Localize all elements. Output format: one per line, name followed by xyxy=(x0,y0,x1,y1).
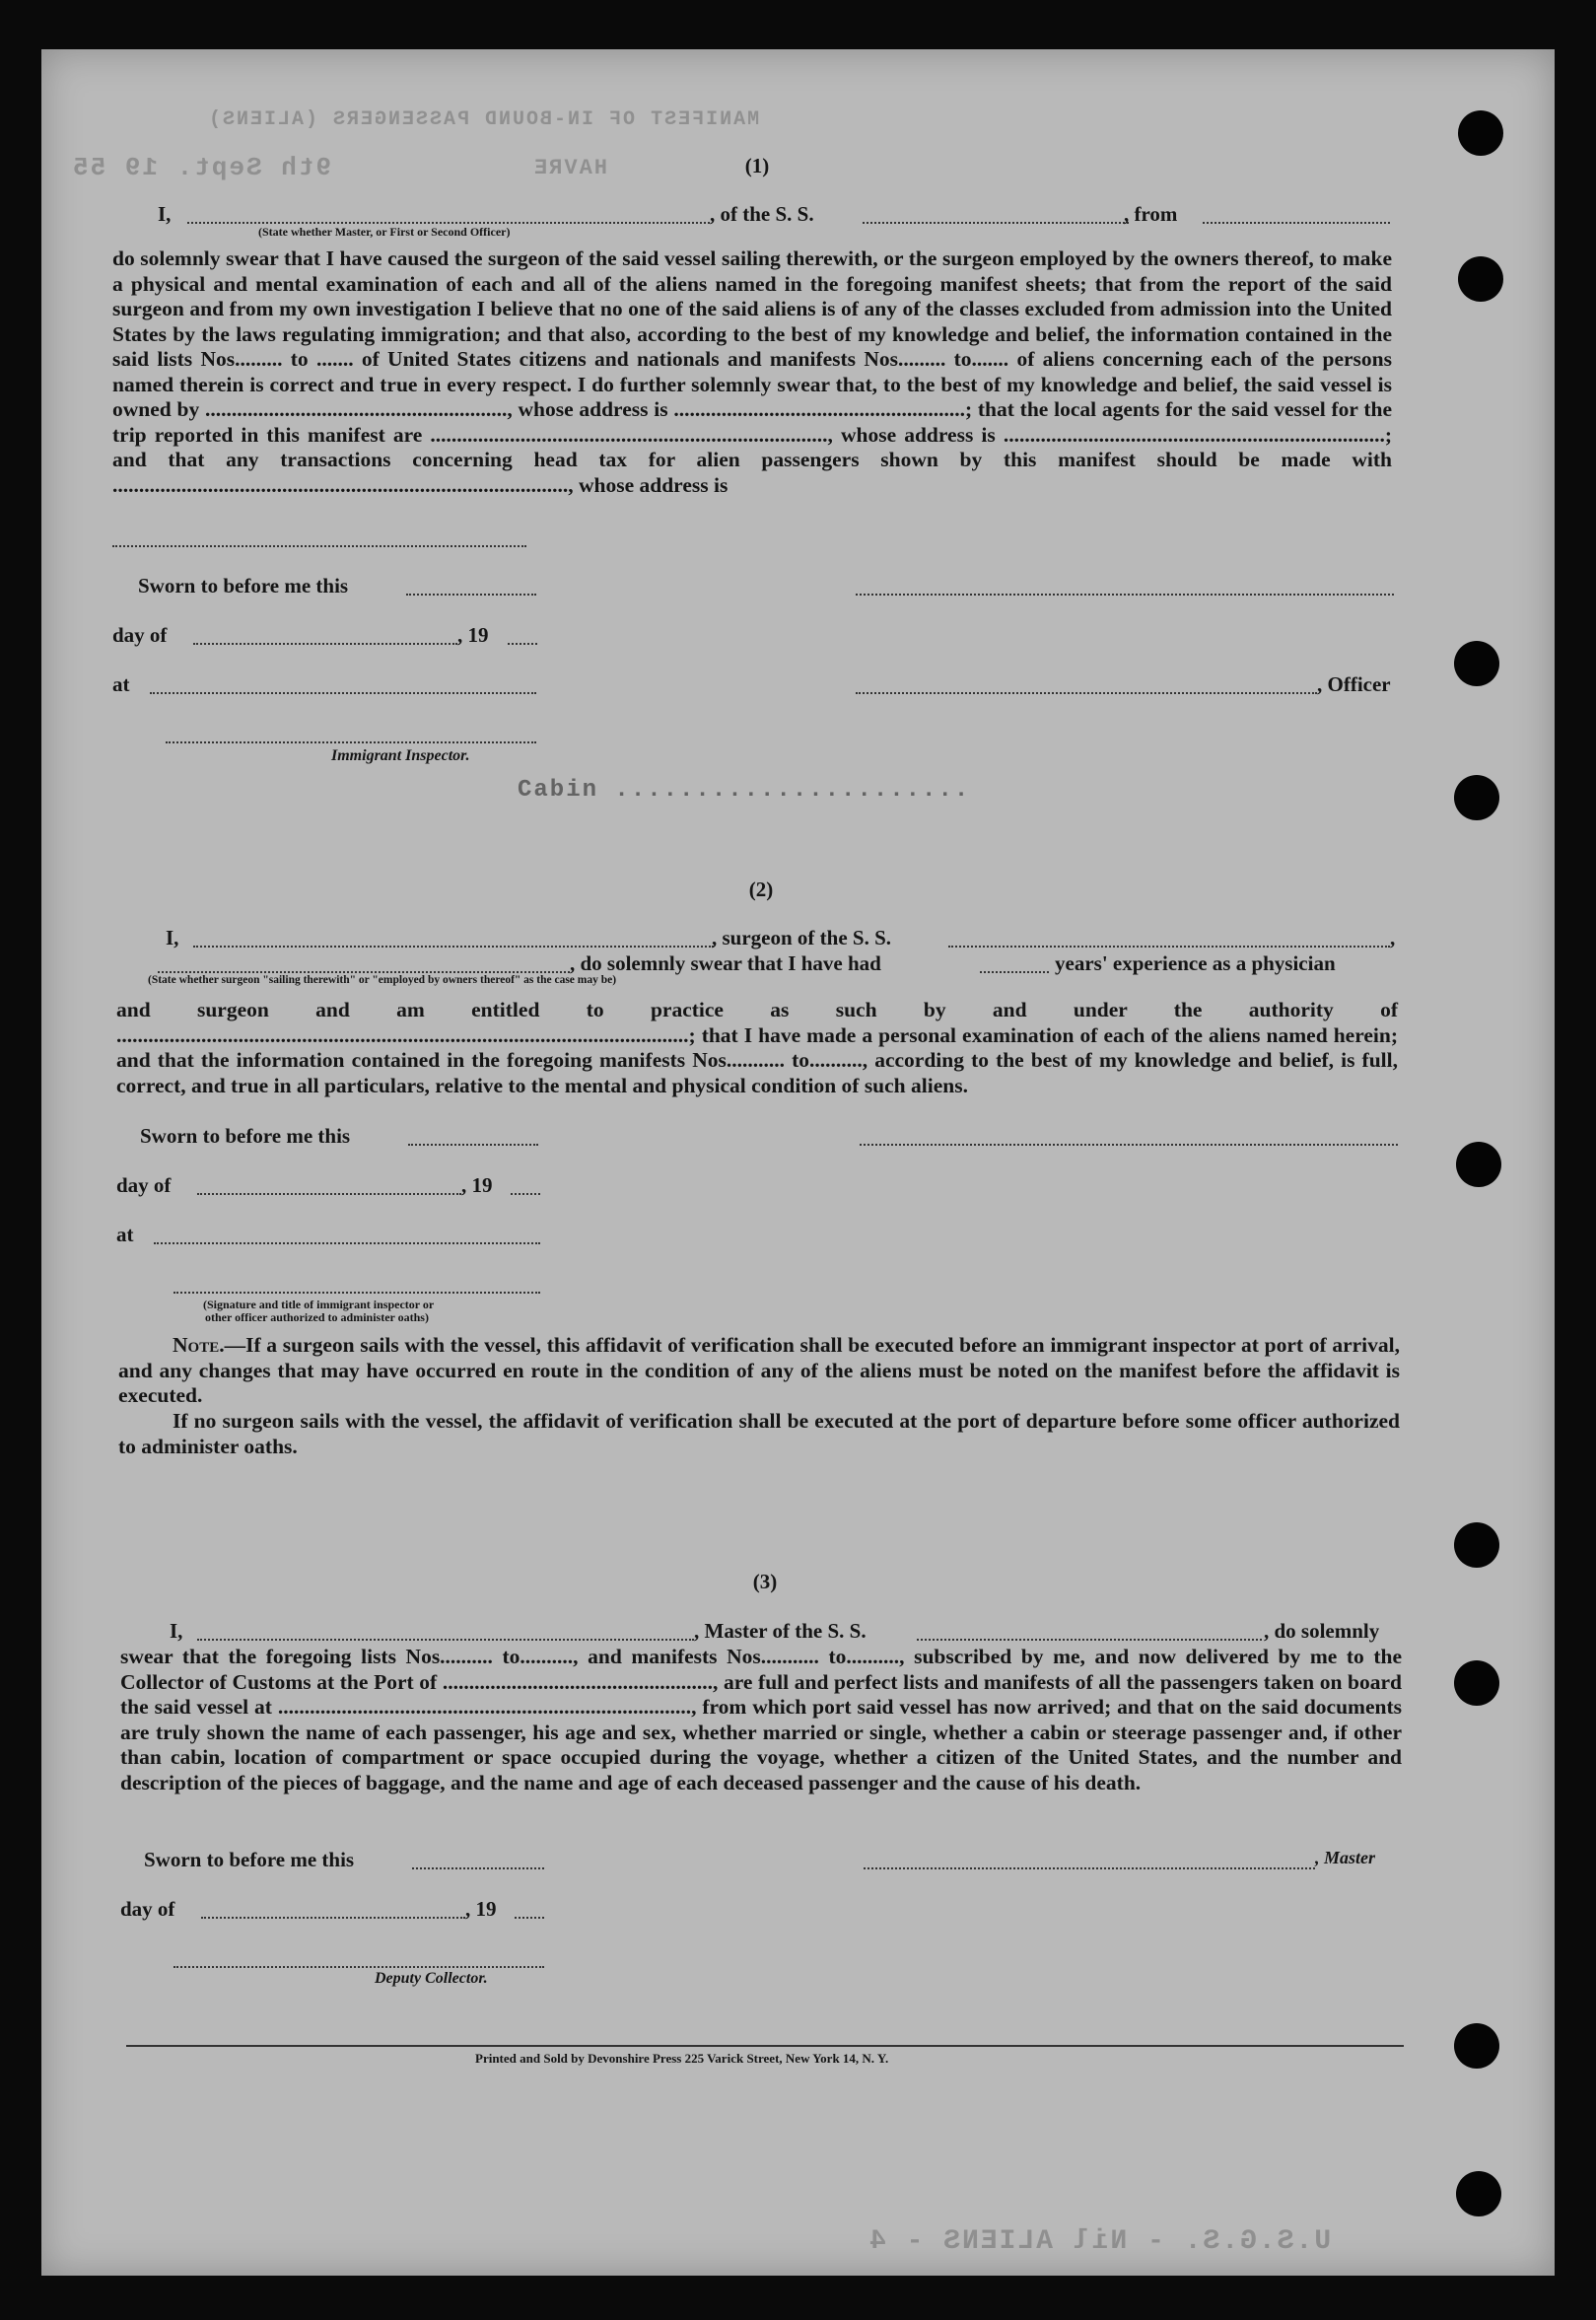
ship-name-blank xyxy=(863,222,1129,224)
section-2-at-blank xyxy=(154,1242,540,1244)
section-3-opening: I, xyxy=(170,1619,183,1643)
section-2-oath-text: and surgeon and am entitled to practice as such by and under the authority of ............................................................................................................; that I have made a personal examination of each of the aliens named herein; and that the information contained in the foregoing manifests Nos........... to.........., according to the best of my knowledge and belief, is full, correct, and true in all particulars, relative to the mental and physical condition of such aliens. xyxy=(116,998,1398,1097)
section-1-day-label: day of xyxy=(112,623,168,647)
years-blank xyxy=(980,971,1049,973)
section-1-signature-blank xyxy=(856,594,1394,596)
note-text-2: If no surgeon sails with the vessel, the affidavit of verification shall be executed at the port of departure before some officer authorized to administer oaths. xyxy=(118,1409,1400,1458)
section-2-number: (2) xyxy=(748,878,774,901)
bleed-through-stamp: U.S.G.S. - Nil ALIENS - 4 xyxy=(867,2226,1332,2257)
section-3-number: (3) xyxy=(752,1570,778,1593)
master-name-blank xyxy=(187,222,710,224)
section-2-day-label: day of xyxy=(116,1173,172,1197)
section-2-inspector-blank xyxy=(173,1292,540,1294)
section-1-at-blank xyxy=(150,692,536,694)
note-text: —If a surgeon sails with the vessel, this affidavit of verification shall be executed before an immigrant inspector at port of arrival, and any changes that may have occurred en route in the condition of any of the aliens must be noted on the manifest before the affidavit is executed. xyxy=(118,1333,1400,1407)
deputy-collector-caption: Deputy Collector. xyxy=(375,1970,488,1987)
punch-hole xyxy=(1456,1142,1501,1187)
section-3-day-blank xyxy=(201,1917,465,1919)
section-2-day-blank xyxy=(197,1193,461,1195)
section-1-address-blank xyxy=(112,545,526,547)
section-3-day-label: day of xyxy=(120,1897,175,1921)
section-2-year-blank xyxy=(511,1193,540,1195)
section-2-years-label: years' experience as a physician xyxy=(1055,951,1336,975)
section-3-master-label: , Master of the S. S. xyxy=(694,1619,867,1643)
section-3-year-label: , 19 xyxy=(465,1897,497,1921)
section-1-ship-label: , of the S. S. xyxy=(710,202,814,226)
bleed-through-title: MANIFEST OF IN-BOUND PASSENGERS (ALIENS) xyxy=(207,108,760,131)
section-1-sworn-label: Sworn to before me this xyxy=(138,574,349,598)
section-2-surgeon-label: , surgeon of the S. S. xyxy=(712,926,892,949)
section-3-sworn-blank xyxy=(412,1867,544,1869)
surgeon-hint: (State whether surgeon "sailing therewith" or "employed by owners thereof" as the case may be) xyxy=(148,974,617,986)
bleed-through-port: HAVRE xyxy=(532,156,608,180)
surgeon-status-blank xyxy=(158,971,570,973)
section-1-oath-text: do solemnly swear that I have caused the surgeon of the said vessel sailing therewith, or the surgeon employed by the owners thereof, to make a physical and mental examination of each and all of the aliens named in the foregoing manifest sheets; that from the report of the said surgeon and from my own investigation I believe that no one of the said aliens is of any of the classes excluded from admission into the United States by the laws regulating immigration; and that also, according to the best of my knowledge and belief, the information contained in the said lists Nos......... to ....... of United States citizens and nationals and manifests Nos......... to....... of aliens concerning each of the persons named therein is correct and true in every respect. I do further solemnly swear that, to the best of my knowledge and belief, the said vessel is owned by ........................................................., whose address is .......................................................; that the local agents for the said vessel for the trip reported in this manifest are ..........................................................................., whose address is ........................................................................; and that any transactions concerning head tax for alien passengers shown by this manifest should be made with ......................................................................................, whose address is xyxy=(112,246,1392,497)
section-1-officer-blank xyxy=(856,692,1317,694)
punch-hole xyxy=(1454,641,1499,686)
section-2-signature-blank xyxy=(860,1144,1398,1146)
signature-hint-line-2: other officer authorized to administer oaths) xyxy=(205,1310,429,1324)
punch-hole xyxy=(1458,256,1503,302)
section-2-ship-blank xyxy=(948,946,1390,948)
section-3-master-signature-label: , Master xyxy=(1315,1848,1376,1867)
punch-hole xyxy=(1456,2171,1501,2216)
punch-hole xyxy=(1454,775,1499,820)
punch-hole xyxy=(1458,110,1503,156)
section-2-opening: I, xyxy=(166,926,179,949)
section-2-note xyxy=(118,1333,1400,1409)
surgeon-name-blank xyxy=(193,946,714,948)
immigrant-inspector-caption: Immigrant Inspector. xyxy=(331,747,470,764)
section-1-at-label: at xyxy=(112,672,130,696)
punch-hole xyxy=(1454,2023,1499,2069)
section-3-oath-text: swear that the foregoing lists Nos.......... to.........., and manifests Nos........... to.........., subscribed by me, and now delivered by me to the Collector of Customs at the Port of ..................................................., are full and perfect lists and manifests of all the passengers taken on board the said vessel at .............................................................................., from which port said vessel has now arrived; and that on the said documents are truly shown the name of each passenger, his age and sex, whether married or single, whether a cabin or steerage passenger and, if other than cabin, location of compartment or space occupied during the voyage, whether a citizen of the United States, and the number and description of the pieces of baggage, and the name and age of each deceased passenger and the cause of his death. xyxy=(120,1645,1402,1794)
section-2-year-label: , 19 xyxy=(461,1173,493,1197)
bleed-through-cabin: Cabin ...................... xyxy=(518,777,971,804)
bleed-through-date: 9th Sept. 19 55 xyxy=(71,153,332,182)
section-2-note-2 xyxy=(118,1409,1400,1459)
section-3-sworn-label: Sworn to before me this xyxy=(144,1848,355,1871)
master-hint: (State whether Master, or First or Second Officer) xyxy=(258,225,511,239)
section-1-officer-label: , Officer xyxy=(1317,672,1391,696)
section-1-year-label: , 19 xyxy=(457,623,489,647)
section-2-at-label: at xyxy=(116,1223,134,1246)
punch-hole xyxy=(1454,1660,1499,1706)
section-1-opening: I, xyxy=(158,202,172,226)
section-1-number: (1) xyxy=(744,154,770,177)
deputy-signature-blank xyxy=(173,1966,544,1968)
section-3-signature-blank xyxy=(864,1867,1315,1869)
punch-hole xyxy=(1454,1522,1499,1568)
section-1-from-label: , from xyxy=(1124,202,1178,226)
note-label: Note. xyxy=(173,1333,225,1357)
section-2-sworn-blank xyxy=(408,1144,538,1146)
section-2-comma: , xyxy=(1390,926,1396,949)
section-1-sworn-blank xyxy=(406,594,536,596)
section-1-year-blank xyxy=(508,643,537,645)
section-3-master-blank xyxy=(197,1639,694,1641)
footer-rule xyxy=(126,2045,1404,2047)
section-2-sworn-label: Sworn to before me this xyxy=(140,1124,351,1148)
inspector-signature-blank xyxy=(166,741,536,743)
section-1-day-blank xyxy=(193,643,457,645)
section-3-ship-blank xyxy=(917,1639,1262,1641)
section-3-solemnly-label: , do solemnly xyxy=(1264,1619,1380,1643)
signature-hint-line-1: (Signature and title of immigrant inspector or xyxy=(203,1298,435,1311)
section-3-year-blank xyxy=(515,1917,544,1919)
from-port-blank xyxy=(1203,222,1390,224)
section-2-solemnly-label: , do solemnly swear that I have had xyxy=(570,951,881,975)
printer-imprint: Printed and Sold by Devonshire Press 225 Varick Street, New York 14, N. Y. xyxy=(475,2051,889,2066)
